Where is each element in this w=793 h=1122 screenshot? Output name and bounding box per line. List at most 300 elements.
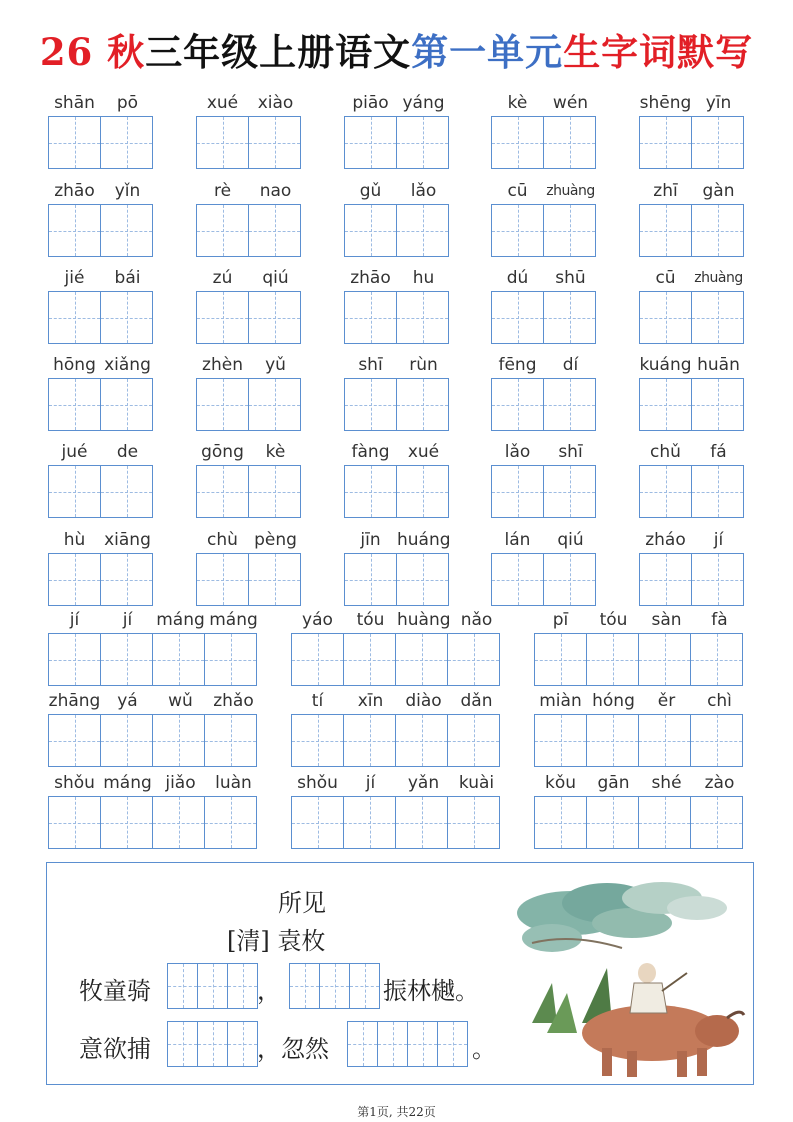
pinyin: fēng	[498, 355, 537, 375]
writing-cell[interactable]	[152, 633, 205, 686]
writing-cell[interactable]	[639, 204, 692, 257]
writing-cell[interactable]	[152, 796, 205, 849]
poem-blank-3[interactable]	[167, 1021, 258, 1067]
poem-blank-1[interactable]	[167, 963, 258, 1009]
pinyin: qiú	[557, 530, 584, 550]
pinyin: zhuàng	[546, 183, 595, 199]
pinyin: rè	[213, 181, 232, 201]
pinyin: pèng	[254, 530, 297, 550]
writing-grid[interactable]	[48, 465, 153, 518]
pinyin: yá	[117, 691, 138, 711]
pinyin: lán	[504, 530, 531, 550]
pinyin-pair	[48, 354, 154, 376]
pinyin-pair	[196, 354, 302, 376]
writing-grid[interactable]	[344, 378, 449, 431]
pinyin: wǔ	[168, 691, 193, 711]
pinyin: jiǎo	[165, 773, 196, 793]
writing-grid[interactable]	[196, 291, 301, 344]
writing-grid[interactable]	[491, 116, 596, 169]
writing-cell[interactable]	[347, 1021, 378, 1067]
pinyin: zhuàng	[694, 270, 743, 286]
writing-cell[interactable]	[100, 204, 153, 257]
pinyin-pair	[344, 441, 450, 463]
writing-cell[interactable]	[639, 465, 692, 518]
pinyin: de	[116, 442, 139, 462]
pinyin-pair	[196, 267, 302, 289]
tree-foliage	[517, 882, 727, 952]
pinyin: bái	[114, 268, 141, 288]
pinyin: huáng	[397, 530, 451, 550]
writing-cell[interactable]	[152, 714, 205, 767]
writing-cell[interactable]	[197, 963, 228, 1009]
ox	[582, 1005, 744, 1077]
writing-cell[interactable]	[48, 796, 101, 849]
writing-cell[interactable]	[491, 553, 544, 606]
writing-cell[interactable]	[377, 1021, 408, 1067]
pinyin: zhāo	[54, 181, 95, 201]
pinyin-pair	[196, 180, 302, 202]
writing-cell[interactable]	[197, 1021, 228, 1067]
pinyin-pair	[491, 529, 597, 551]
writing-cell[interactable]	[227, 963, 258, 1009]
pinyin-pair	[196, 529, 302, 551]
writing-cell[interactable]	[691, 291, 744, 344]
pinyin: huān	[697, 355, 740, 375]
writing-cell[interactable]	[691, 553, 744, 606]
writing-cell[interactable]	[100, 378, 153, 431]
poem-blank-2[interactable]	[289, 963, 380, 1009]
poem-line1-comma: ，	[257, 977, 281, 1005]
pinyin: lǎo	[410, 181, 437, 201]
pinyin: zhāng	[48, 691, 101, 711]
pinyin: jí	[365, 773, 376, 793]
pinyin: chǔ	[650, 442, 681, 462]
pinyin: shān	[54, 93, 95, 113]
writing-cell[interactable]	[690, 796, 743, 849]
writing-cell[interactable]	[48, 633, 101, 686]
writing-cell[interactable]	[196, 116, 249, 169]
pinyin: xué	[206, 93, 239, 113]
pinyin: zào	[704, 773, 735, 793]
writing-cell[interactable]	[204, 714, 257, 767]
pinyin: hóng	[592, 691, 635, 711]
writing-grid[interactable]	[344, 465, 449, 518]
pinyin-pair	[491, 354, 597, 376]
pinyin: dí	[562, 355, 579, 375]
writing-grid[interactable]	[291, 796, 500, 849]
pinyin: huàng	[397, 610, 451, 630]
pinyin: jí	[713, 530, 724, 550]
pinyin: fà	[711, 610, 728, 630]
writing-cell[interactable]	[319, 963, 350, 1009]
writing-cell[interactable]	[196, 553, 249, 606]
poem-title: 所见	[278, 889, 326, 917]
writing-cell[interactable]	[48, 378, 101, 431]
pinyin: piāo	[352, 93, 389, 113]
writing-cell[interactable]	[543, 116, 596, 169]
pinyin-quad	[48, 690, 260, 712]
poem-line1-start: 牧童骑	[79, 977, 151, 1005]
writing-cell[interactable]	[291, 796, 344, 849]
writing-cell[interactable]	[344, 465, 397, 518]
pinyin: miàn	[539, 691, 582, 711]
writing-cell[interactable]	[100, 291, 153, 344]
writing-grid[interactable]	[48, 714, 257, 767]
pinyin: zhāo	[350, 268, 391, 288]
writing-cell[interactable]	[396, 378, 449, 431]
writing-cell[interactable]	[543, 553, 596, 606]
writing-grid[interactable]	[196, 116, 301, 169]
pinyin: dú	[506, 268, 529, 288]
writing-cell[interactable]	[586, 796, 639, 849]
pinyin: fàng	[351, 442, 390, 462]
writing-cell[interactable]	[344, 204, 397, 257]
writing-grid[interactable]	[639, 553, 744, 606]
writing-grid[interactable]	[48, 291, 153, 344]
pinyin: cū	[655, 268, 676, 288]
pinyin: nao	[259, 181, 292, 201]
writing-cell[interactable]	[248, 378, 301, 431]
pinyin: kǒu	[544, 773, 577, 793]
pinyin-pair	[639, 92, 745, 114]
writing-cell[interactable]	[343, 633, 396, 686]
pinyin: gàn	[702, 181, 735, 201]
pinyin: kuài	[458, 773, 495, 793]
writing-grid[interactable]	[344, 116, 449, 169]
writing-cell[interactable]	[196, 291, 249, 344]
pinyin: yǎn	[407, 773, 440, 793]
pinyin-pair	[48, 180, 154, 202]
pinyin: kè	[507, 93, 528, 113]
writing-cell[interactable]	[543, 291, 596, 344]
writing-cell[interactable]	[543, 204, 596, 257]
pinyin: xiào	[257, 93, 294, 113]
pinyin: shū	[555, 268, 586, 288]
writing-grid[interactable]	[534, 714, 743, 767]
writing-grid[interactable]	[196, 204, 301, 257]
writing-grid[interactable]	[491, 204, 596, 257]
writing-cell[interactable]	[248, 553, 301, 606]
pinyin: hù	[63, 530, 86, 550]
poem-author: [清] 袁枚	[227, 927, 326, 955]
pinyin: diào	[405, 691, 442, 711]
writing-cell[interactable]	[690, 633, 743, 686]
writing-cell[interactable]	[534, 714, 587, 767]
pinyin: nǎo	[460, 610, 493, 630]
writing-cell[interactable]	[291, 633, 344, 686]
writing-cell[interactable]	[100, 116, 153, 169]
pinyin: luàn	[215, 773, 252, 793]
pinyin-pair	[344, 529, 450, 551]
writing-cell[interactable]	[639, 291, 692, 344]
pinyin: xiāng	[104, 530, 151, 550]
writing-cell[interactable]	[100, 465, 153, 518]
poem-line2-start: 意欲捕	[79, 1035, 151, 1063]
pinyin: máng	[156, 610, 205, 630]
writing-cell[interactable]	[204, 633, 257, 686]
writing-cell[interactable]	[344, 116, 397, 169]
writing-grid[interactable]	[344, 553, 449, 606]
writing-cell[interactable]	[248, 291, 301, 344]
writing-cell[interactable]	[491, 116, 544, 169]
writing-cell[interactable]	[491, 465, 544, 518]
writing-grid[interactable]	[534, 796, 743, 849]
writing-cell[interactable]	[395, 714, 448, 767]
writing-grid[interactable]	[48, 633, 257, 686]
writing-cell[interactable]	[196, 465, 249, 518]
pinyin: pō	[116, 93, 139, 113]
pinyin: jué	[61, 442, 88, 462]
writing-cell[interactable]	[100, 633, 153, 686]
pinyin: gān	[597, 773, 630, 793]
pinyin-pair	[48, 267, 154, 289]
writing-grid[interactable]	[491, 291, 596, 344]
pinyin: máng	[209, 610, 258, 630]
writing-cell[interactable]	[447, 714, 500, 767]
pinyin: tóu	[356, 610, 385, 630]
pinyin-pair	[639, 529, 745, 551]
writing-cell[interactable]	[543, 378, 596, 431]
pinyin-quad	[534, 772, 746, 794]
pinyin-quad	[534, 609, 746, 631]
writing-cell[interactable]	[395, 633, 448, 686]
writing-cell[interactable]	[344, 378, 397, 431]
pinyin: jié	[64, 268, 85, 288]
pinyin: tí	[311, 691, 324, 711]
writing-cell[interactable]	[248, 204, 301, 257]
writing-cell[interactable]	[407, 1021, 438, 1067]
writing-cell[interactable]	[638, 796, 691, 849]
writing-cell[interactable]	[691, 465, 744, 518]
pinyin: zhǎo	[213, 691, 254, 711]
writing-cell[interactable]	[534, 633, 587, 686]
writing-cell[interactable]	[396, 553, 449, 606]
pinyin: chù	[207, 530, 238, 550]
pinyin-quad	[48, 772, 260, 794]
pinyin-pair	[48, 441, 154, 463]
pinyin-pair	[344, 180, 450, 202]
writing-grid[interactable]	[639, 204, 744, 257]
writing-grid[interactable]	[196, 465, 301, 518]
writing-grid[interactable]	[48, 553, 153, 606]
pinyin: shēng	[639, 93, 692, 113]
writing-grid[interactable]	[491, 553, 596, 606]
writing-grid[interactable]	[48, 116, 153, 169]
writing-cell[interactable]	[691, 116, 744, 169]
title-part-1: 26 秋	[39, 30, 146, 74]
pinyin: cū	[507, 181, 528, 201]
pinyin: fá	[710, 442, 727, 462]
pinyin: lǎo	[504, 442, 531, 462]
pinyin: xué	[407, 442, 440, 462]
pinyin-pair	[639, 441, 745, 463]
writing-cell[interactable]	[196, 378, 249, 431]
writing-cell[interactable]	[638, 714, 691, 767]
pinyin: máng	[103, 773, 152, 793]
pinyin-pair	[344, 354, 450, 376]
writing-grid[interactable]	[344, 291, 449, 344]
pinyin-quad	[534, 690, 746, 712]
pinyin: shī	[558, 442, 583, 462]
writing-cell[interactable]	[48, 116, 101, 169]
writing-grid[interactable]	[48, 204, 153, 257]
pinyin-pair	[196, 441, 302, 463]
pinyin-pair	[639, 180, 745, 202]
poem-line2-end: 。	[472, 1035, 496, 1063]
pinyin-quad	[48, 609, 260, 631]
writing-cell[interactable]	[344, 291, 397, 344]
writing-cell[interactable]	[491, 378, 544, 431]
writing-cell[interactable]	[396, 204, 449, 257]
writing-cell[interactable]	[48, 291, 101, 344]
writing-cell[interactable]	[691, 378, 744, 431]
pinyin: yǔ	[265, 355, 286, 375]
pinyin: yǐn	[114, 181, 141, 201]
writing-cell[interactable]	[48, 204, 101, 257]
pinyin: chì	[707, 691, 732, 711]
pinyin-quad	[291, 772, 503, 794]
pinyin: shǒu	[297, 773, 338, 793]
writing-grid[interactable]	[639, 291, 744, 344]
writing-cell[interactable]	[100, 796, 153, 849]
pinyin-pair	[344, 92, 450, 114]
writing-grid[interactable]	[344, 204, 449, 257]
writing-grid[interactable]	[639, 465, 744, 518]
writing-cell[interactable]	[196, 204, 249, 257]
writing-grid[interactable]	[491, 378, 596, 431]
pinyin-pair	[491, 180, 597, 202]
pinyin: shī	[358, 355, 383, 375]
pinyin: hu	[412, 268, 435, 288]
pinyin: gōng	[201, 442, 244, 462]
writing-grid[interactable]	[196, 553, 301, 606]
pinyin: jí	[122, 610, 133, 630]
pinyin: jīn	[360, 530, 381, 550]
title-part-2: 三年级上册语文	[145, 30, 412, 74]
pinyin: shǒu	[54, 773, 95, 793]
writing-cell[interactable]	[343, 714, 396, 767]
pinyin: pī	[552, 610, 569, 630]
pinyin: jí	[69, 610, 80, 630]
pinyin-pair	[48, 529, 154, 551]
writing-cell[interactable]	[289, 963, 320, 1009]
writing-grid[interactable]	[48, 796, 257, 849]
writing-cell[interactable]	[396, 465, 449, 518]
pinyin: dǎn	[460, 691, 493, 711]
writing-grid[interactable]	[534, 633, 743, 686]
title-part-3: 第一单元	[411, 30, 564, 74]
writing-grid[interactable]	[196, 378, 301, 431]
writing-cell[interactable]	[167, 963, 198, 1009]
writing-cell[interactable]	[349, 963, 380, 1009]
page-footer: 第1页, 共22页	[357, 1105, 436, 1119]
pinyin: tóu	[599, 610, 628, 630]
writing-cell[interactable]	[396, 116, 449, 169]
writing-grid[interactable]	[639, 116, 744, 169]
pinyin-quad	[291, 690, 503, 712]
writing-cell[interactable]	[639, 378, 692, 431]
pinyin-pair	[639, 354, 745, 376]
writing-cell[interactable]	[690, 714, 743, 767]
pinyin: yáng	[402, 93, 445, 113]
pinyin: zháo	[645, 530, 686, 550]
pinyin: hōng	[53, 355, 96, 375]
writing-grid[interactable]	[291, 633, 500, 686]
pinyin-pair	[48, 92, 154, 114]
writing-cell[interactable]	[491, 204, 544, 257]
boy-riding-ox-illustration	[512, 873, 747, 1081]
pinyin: zú	[212, 268, 233, 288]
writing-cell[interactable]	[48, 553, 101, 606]
writing-cell[interactable]	[291, 714, 344, 767]
writing-cell[interactable]	[344, 553, 397, 606]
writing-cell[interactable]	[48, 714, 101, 767]
pinyin-quad	[291, 609, 503, 631]
writing-cell[interactable]	[638, 633, 691, 686]
writing-cell[interactable]	[586, 633, 639, 686]
writing-cell[interactable]	[437, 1021, 468, 1067]
writing-cell[interactable]	[167, 1021, 198, 1067]
pinyin: kuáng	[639, 355, 692, 375]
writing-grid[interactable]	[491, 465, 596, 518]
pinyin-pair	[491, 441, 597, 463]
writing-grid[interactable]	[48, 378, 153, 431]
writing-cell[interactable]	[248, 465, 301, 518]
writing-cell[interactable]	[48, 465, 101, 518]
pinyin-pair	[491, 267, 597, 289]
pinyin: gǔ	[359, 181, 382, 201]
poem-line1-end: 振林樾。	[383, 977, 479, 1005]
pinyin: yáo	[302, 610, 333, 630]
writing-cell[interactable]	[639, 553, 692, 606]
writing-cell[interactable]	[447, 796, 500, 849]
pinyin: wén	[552, 93, 589, 113]
writing-cell[interactable]	[639, 116, 692, 169]
writing-cell[interactable]	[491, 291, 544, 344]
pinyin: sàn	[651, 610, 682, 630]
writing-cell[interactable]	[100, 714, 153, 767]
pinyin-pair	[491, 92, 597, 114]
writing-cell[interactable]	[543, 465, 596, 518]
pinyin: rùn	[409, 355, 438, 375]
writing-cell[interactable]	[586, 714, 639, 767]
writing-cell[interactable]	[395, 796, 448, 849]
pinyin: xīn	[357, 691, 384, 711]
pinyin: shé	[651, 773, 682, 793]
poem-box	[46, 862, 754, 1085]
writing-grid[interactable]	[291, 714, 500, 767]
writing-cell[interactable]	[447, 633, 500, 686]
writing-grid[interactable]	[639, 378, 744, 431]
writing-cell[interactable]	[691, 204, 744, 257]
pinyin-pair	[344, 267, 450, 289]
writing-cell[interactable]	[343, 796, 396, 849]
writing-cell[interactable]	[396, 291, 449, 344]
pinyin: zhī	[653, 181, 678, 201]
writing-cell[interactable]	[227, 1021, 258, 1067]
poem-blank-4[interactable]	[347, 1021, 468, 1067]
title-part-4: 生字词默写	[563, 30, 754, 74]
pinyin-pair	[196, 92, 302, 114]
boy-figure	[630, 963, 687, 1013]
page-title	[0, 30, 793, 74]
writing-cell[interactable]	[248, 116, 301, 169]
pinyin: zhèn	[202, 355, 243, 375]
writing-cell[interactable]	[100, 553, 153, 606]
pinyin: yīn	[705, 93, 732, 113]
writing-cell[interactable]	[534, 796, 587, 849]
writing-cell[interactable]	[204, 796, 257, 849]
